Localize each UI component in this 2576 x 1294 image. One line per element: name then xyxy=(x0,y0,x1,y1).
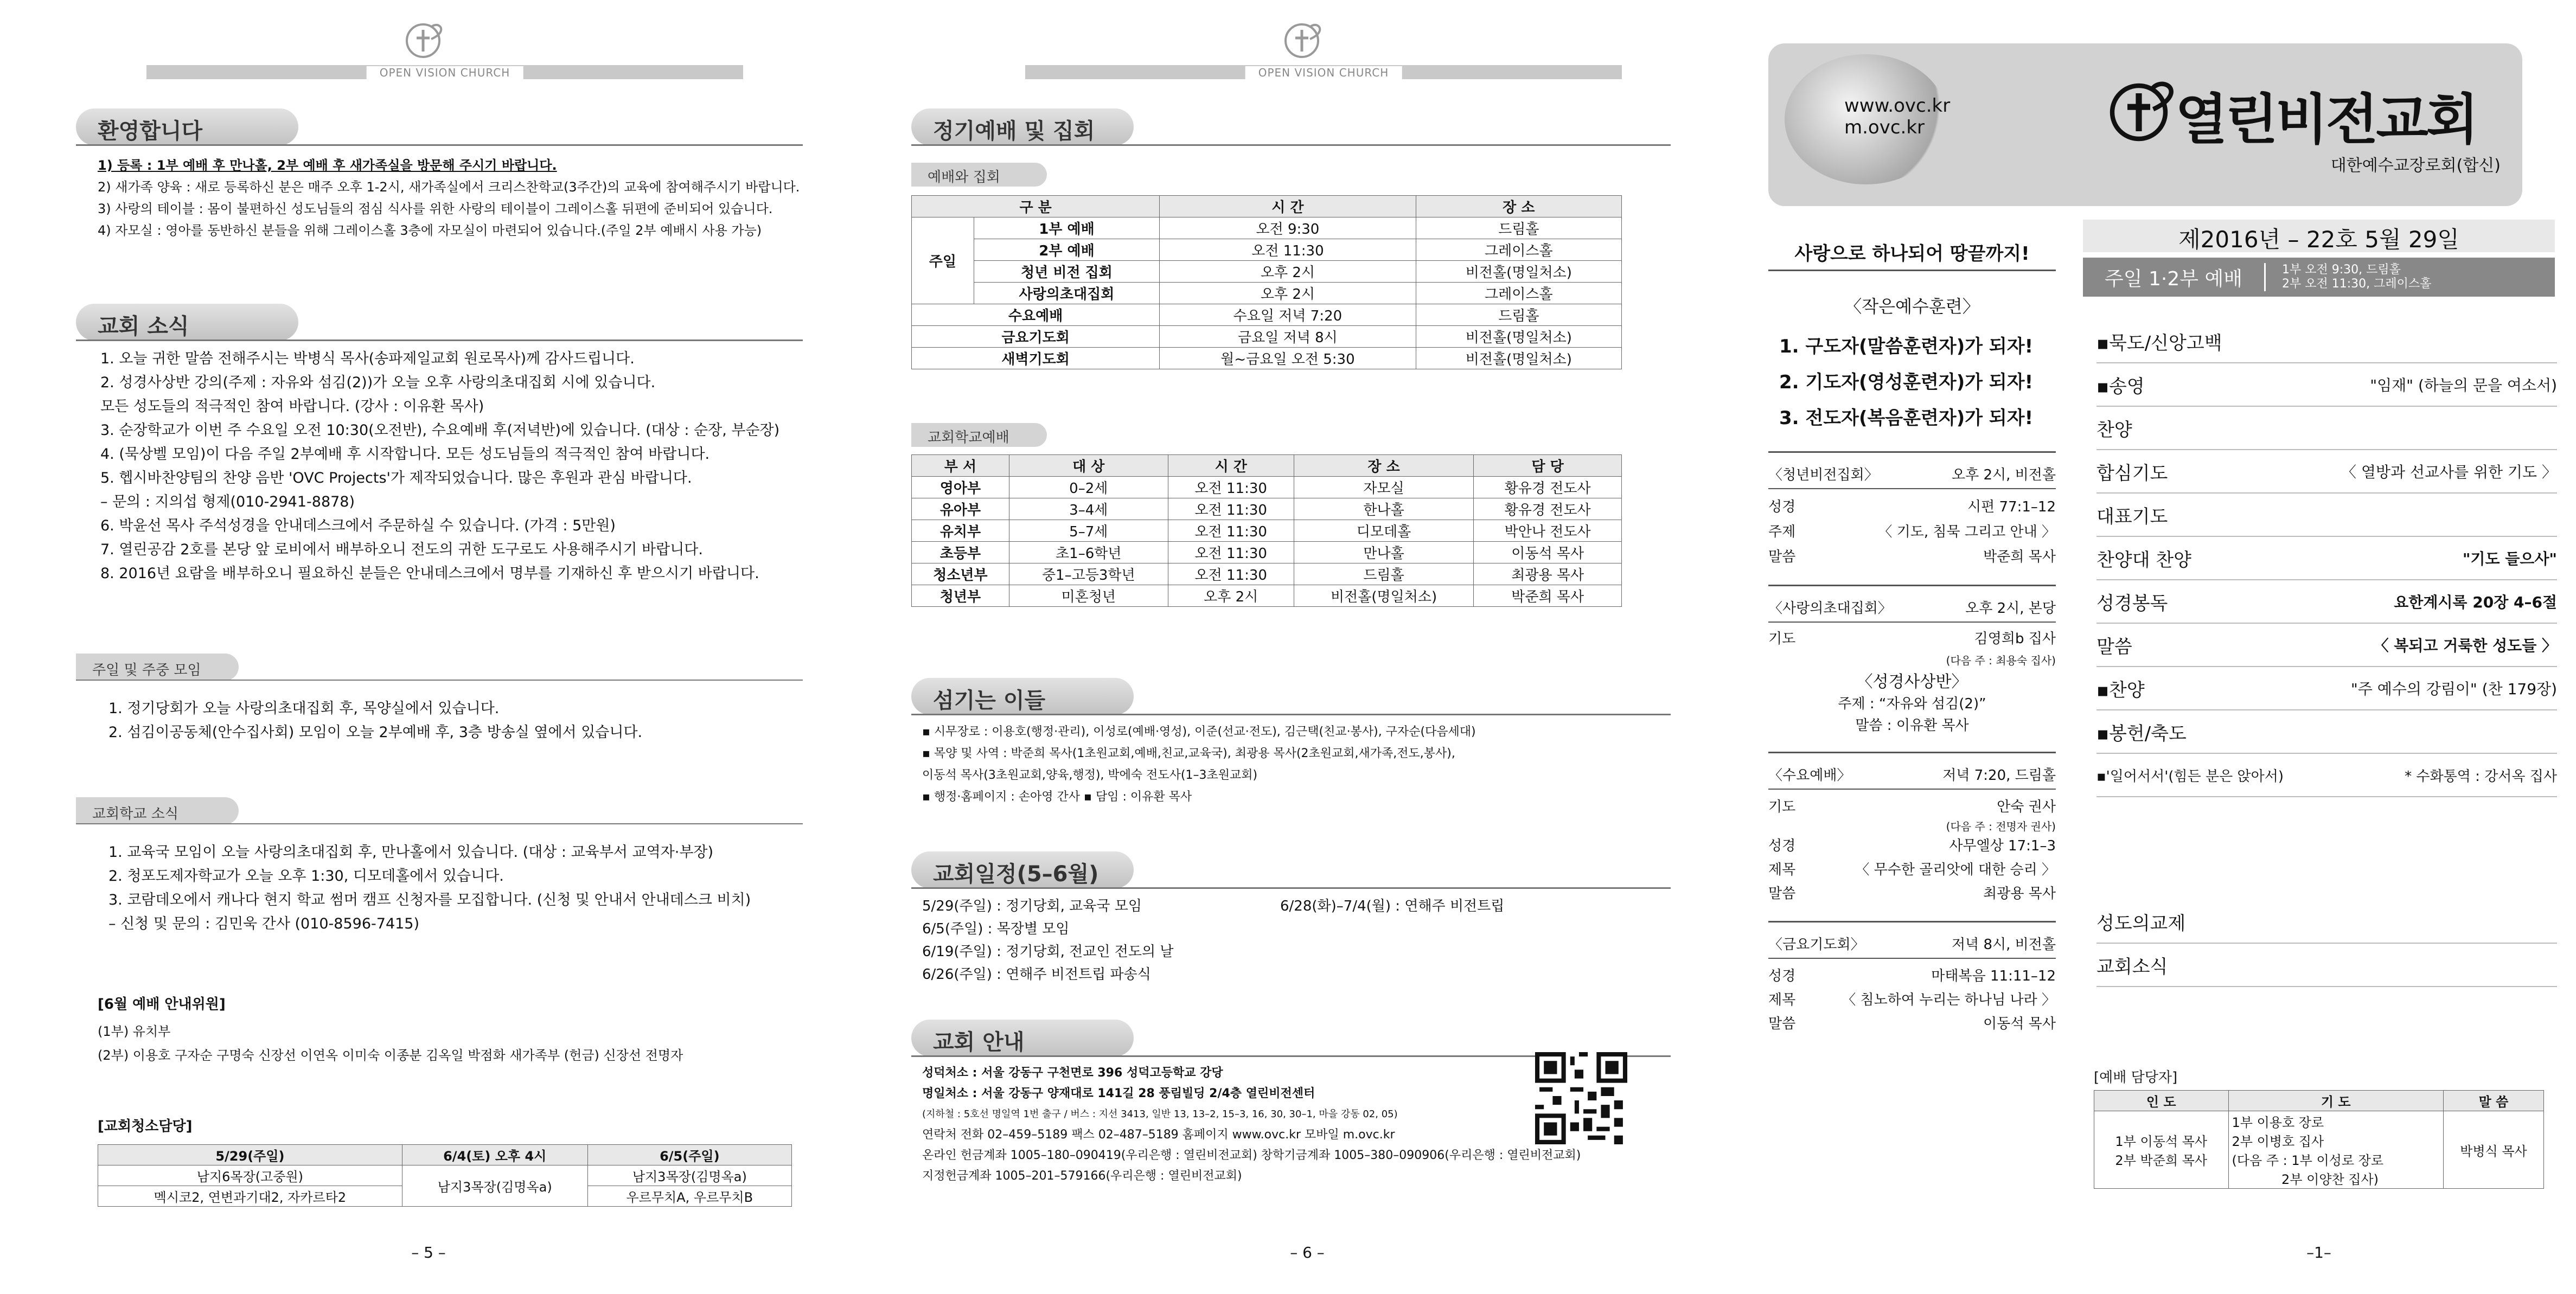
divider xyxy=(911,714,1671,715)
school-cell: 디모데홀 xyxy=(1294,520,1474,542)
cleaning-cell: 멕시코2, 연변과기대2, 자카르타2 xyxy=(98,1186,402,1207)
welcome-item: 1) 등록 : 1부 예배 후 만나홀, 2부 예배 후 새가족실을 방문해 주시기 바랍니다. xyxy=(98,158,557,173)
worship-cell: 그레이스홀 xyxy=(1416,283,1621,304)
schedule-title: 교회일정(5–6월) xyxy=(911,851,1134,888)
news-item: 6. 박윤선 목사 주석성경을 안내데스크에서 주문하실 수 있습니다. (가격 : 5만원) xyxy=(100,517,616,534)
meeting-item: 2. 섬김이공동체(안수집사회) 모임이 오늘 2부예배 후, 3층 방송실 옆에서 있습니다. xyxy=(108,724,643,741)
page-number: –1– xyxy=(2306,1244,2331,1261)
school-cell: 영아부 xyxy=(912,477,1009,498)
worship-cell: 오전 11:30 xyxy=(1160,239,1416,261)
qr-code-icon xyxy=(1535,1052,1627,1144)
worship-cell: 드림홀 xyxy=(1416,304,1621,326)
school-news-item: 1. 교육국 모임이 오늘 사랑의초대집회 후, 만나홀에서 있습니다. (대상 : 교육부서 교역자·부장) xyxy=(108,844,714,861)
row-value: 김영희b 집사 xyxy=(1974,631,2056,647)
school-head: 담 당 xyxy=(1474,455,1622,477)
divider xyxy=(76,144,803,146)
cleaning-cell: 남지3목장(김명옥a) xyxy=(587,1165,791,1186)
worship-cell: 비전홀(명일처소) xyxy=(1416,348,1621,369)
page-header xyxy=(1025,16,1622,81)
page-5 xyxy=(0,0,879,1294)
schedule-item: 6/19(주일) : 정기당회, 전교인 전도의 날 xyxy=(922,944,1174,960)
school-cell: 오전 11:30 xyxy=(1168,520,1294,542)
slogan: 사랑으로 하나되어 땅끝까지! xyxy=(1768,212,2056,271)
church-english-name: OPEN VISION CHURCH xyxy=(367,66,523,79)
servants-item: ▪ 시무장로 : 이용호(행정·관리), 이성로(예배·영성), 이준(선교·전도), 김근택(친교·봉사), 구자순(다음세대) xyxy=(922,725,1476,739)
row-value: 안숙 권사 xyxy=(1997,799,2056,815)
school-cell: 5–7세 xyxy=(1009,520,1168,542)
news-list xyxy=(100,347,779,586)
order-item: 합심기도 xyxy=(2096,462,2168,484)
school-head: 부 서 xyxy=(912,455,1009,477)
row-label: 성경 xyxy=(1768,838,1796,854)
worship-title: 정기예배 및 집회 xyxy=(911,108,1134,145)
service-time: 1부 오전 9:30, 드림홀 xyxy=(2282,263,2401,277)
worship-cell: 오후 2시 xyxy=(1160,261,1416,283)
cleaning-table xyxy=(98,1144,792,1207)
row-label: 기도 xyxy=(1768,631,1796,647)
schedule-left xyxy=(922,895,1174,986)
church-logo-icon xyxy=(2105,71,2181,146)
url: m.ovc.kr xyxy=(1844,117,1925,138)
info-item: 연락처 전화 02–459–5189 팩스 02–487–5189 홈페이지 www.ovc.kr 모바일 m.ovc.kr xyxy=(922,1128,1395,1142)
order-item: 찬양대 찬양 xyxy=(2096,549,2192,571)
info-item: 지정헌금계좌 1005–201–579166(우리은행 : 열린비전교회) xyxy=(922,1169,1242,1183)
schedule-item: 6/26(주일) : 연해주 비전트립 파송식 xyxy=(922,966,1151,983)
school-cell: 미혼청년 xyxy=(1009,585,1168,607)
row-label: 제목 xyxy=(1768,992,1796,1008)
block-heading: 〈청년비전집회〉 xyxy=(1768,467,1878,483)
school-cell: 황유경 전도사 xyxy=(1474,477,1622,498)
duty-head: 기 도 xyxy=(2228,1091,2443,1111)
service-time: 2부 오전 11:30, 그레이스홀 xyxy=(2282,277,2432,291)
row-value: 박준희 목사 xyxy=(1983,549,2056,565)
welcome-item: 2) 새가족 양육 : 새로 등록하신 분은 매주 오후 1-2시, 새가족실에서 크리스찬학교(3주간)의 교육에 참여해주시기 바랍니다. xyxy=(98,180,800,195)
worship-cell: 오전 9:30 xyxy=(1160,217,1416,239)
duty-cell: 1부 이동석 목사 2부 박준희 목사 xyxy=(2094,1111,2229,1189)
row-label: 기도 xyxy=(1768,799,1796,815)
goal-item: 2. 기도자(영성훈련자)가 되자! xyxy=(1779,371,2034,393)
servants-item: ▪ 행정·홈페이지 : 손아영 간사 ▪ 담임 : 이유환 목사 xyxy=(922,790,1192,804)
cover-banner xyxy=(1768,43,2522,206)
duty-head: 인 도 xyxy=(2094,1091,2229,1111)
school-cell: 최광용 목사 xyxy=(1474,563,1622,585)
school-cell: 오전 11:30 xyxy=(1168,477,1294,498)
news-item: 5. 헵시바찬양팀의 찬양 음반 'OVC Projects'가 제작되었습니다. 많은 후원과 관심 바랍니다. xyxy=(100,470,692,486)
news-title: 교회 소식 xyxy=(76,304,298,341)
info-item: (지하철 : 5호선 명일역 1번 출구 / 버스 : 지선 3413, 일반 13, 13–2, 15–3, 16, 30, 30–1, 마을 강동 02, 05) xyxy=(922,1109,1398,1120)
school-head: 시 간 xyxy=(1168,455,1294,477)
invite-block xyxy=(1768,585,2056,736)
school-news-list xyxy=(108,841,751,936)
duty-cell: 1부 이용호 장로 2부 이병호 집사 (다음 주 : 1부 이성로 장로 2부 이양찬 집사) xyxy=(2228,1111,2443,1189)
church-english-name: OPEN VISION CHURCH xyxy=(1245,66,1402,79)
worship-cell: 2부 예배 xyxy=(974,239,1160,261)
worship-head: 장 소 xyxy=(1416,196,1621,217)
school-cell: 유아부 xyxy=(912,498,1009,520)
block-heading: 〈사랑의초대집회〉 xyxy=(1768,600,1892,617)
left-column xyxy=(1768,212,2056,1036)
worship-cell: 월~금요일 오전 5:30 xyxy=(1160,348,1416,369)
goals-list xyxy=(1768,329,2056,436)
june-usher-title: [6월 예배 안내위원] xyxy=(98,996,226,1013)
row-value: 최광용 목사 xyxy=(1983,886,2056,902)
school-cell: 3–4세 xyxy=(1009,498,1168,520)
church-logo-icon xyxy=(401,16,450,65)
servants-title: 섬기는 이들 xyxy=(911,678,1134,715)
june-usher-list xyxy=(98,1020,683,1067)
row-value: 사무엘상 17:1–3 xyxy=(1949,838,2056,854)
servants-item: 이동석 목사(3초원교회,양육,행정), 박에숙 전도사(1–3초원교회) xyxy=(922,768,1258,782)
block-time: 저녁 8시, 비전홀 xyxy=(1951,937,2056,953)
school-cell: 오전 11:30 xyxy=(1168,542,1294,563)
school-head: 장 소 xyxy=(1294,455,1474,477)
order-item: ▪봉헌/축도 xyxy=(2096,722,2187,745)
worship-cell: 비전홀(명일처소) xyxy=(1416,326,1621,348)
worship-cell: 비전홀(명일처소) xyxy=(1416,261,1621,283)
row-value: 이동석 목사 xyxy=(1983,1016,2056,1032)
row-label: 말씀 xyxy=(1768,886,1796,902)
church-logo-icon xyxy=(1280,16,1329,65)
june-usher-item: (1부) 유치부 xyxy=(98,1024,171,1039)
info-item: 성덕처소 : 서울 강동구 구천면로 396 성덕고등학교 강당 xyxy=(922,1066,1223,1080)
school-cell: 드림홀 xyxy=(1294,563,1474,585)
meeting-item: 1. 정기당회가 오늘 사랑의초대집회 후, 목양실에서 있습니다. xyxy=(108,700,500,717)
worship-cell: 새벽기도회 xyxy=(912,348,1160,369)
school-cell: 오전 11:30 xyxy=(1168,563,1294,585)
cover-urls xyxy=(1844,95,1950,138)
bible-class-title: 〈성경사상반〉 xyxy=(1856,672,1968,691)
order-item: ▪찬양 xyxy=(2096,679,2145,701)
row-label: 성경 xyxy=(1768,499,1796,515)
divider xyxy=(911,887,1671,889)
school-cell: 유치부 xyxy=(912,520,1009,542)
school-cell: 오후 2시 xyxy=(1168,585,1294,607)
worship-cell: 수요예배 xyxy=(912,304,1160,326)
wednesday-block xyxy=(1768,752,2056,906)
school-cell: 박안나 전도사 xyxy=(1474,520,1622,542)
news-item: 모든 성도들의 적극적인 참여 바랍니다. (강사 : 이유환 목사) xyxy=(100,398,484,415)
order-item: 대표기도 xyxy=(2096,505,2168,528)
row-value: 〈 침노하여 누리는 하나님 나라 〉 xyxy=(1842,992,2056,1008)
worship-cell: 1부 예배 xyxy=(974,217,1160,239)
row-label: 말씀 xyxy=(1768,549,1796,565)
meeting-title: 주일 및 주중 모임 xyxy=(76,654,239,681)
page-number: – 5 – xyxy=(411,1244,446,1261)
school-cell: 한나홀 xyxy=(1294,498,1474,520)
worship-head: 구 분 xyxy=(912,196,1160,217)
row-value: 마태복음 11:11–12 xyxy=(1931,968,2056,984)
cleaning-cell: 남지6목장(고중원) xyxy=(98,1165,402,1186)
info-item: 명일처소 : 서울 강동구 양재대로 141길 28 풍림빌딩 2/4층 열린비전센터 xyxy=(922,1087,1315,1100)
issue-info: 제2016년 – 22호 5월 29일 xyxy=(2083,220,2555,252)
divider xyxy=(911,144,1671,146)
school-cell: 초1–6학년 xyxy=(1009,542,1168,563)
duty-table xyxy=(2094,1090,2544,1189)
training-title: 〈작은예수훈련〉 xyxy=(1844,296,1980,317)
order-item: 교회소식 xyxy=(2096,956,2168,978)
row-value: 〈 기도, 침묵 그리고 안내 〉 xyxy=(1878,524,2056,540)
worship-cell: 사랑의초대집회 xyxy=(974,283,1160,304)
school-worship-table xyxy=(911,454,1622,607)
news-item: 8. 2016년 요람을 배부하오니 필요하신 분들은 안내데스크에서 명부를 기재하신 후 받으시기 바랍니다. xyxy=(100,565,759,582)
cleaning-head: 6/5(주일) xyxy=(587,1145,791,1165)
order-detail: 요한계시록 20장 4–6절 xyxy=(2394,593,2557,611)
june-usher-item: (2부) 이용호 구자순 구명숙 신장선 이연옥 이미숙 이종분 김옥일 박점화 새가족부 (헌금) 신장선 전명자 xyxy=(98,1048,683,1063)
order-item: ▪'일어서서'(힘든 분은 앉아서) xyxy=(2096,768,2284,785)
order-item: 성경봉독 xyxy=(2096,592,2168,614)
worship-cell: 수요일 저녁 7:20 xyxy=(1160,304,1416,326)
welcome-item: 3) 사랑의 테이블 : 몸이 불편하신 성도님들의 점심 식사를 위한 사랑의 테이블이 그레이스홀 뒤편에 준비되어 있습니다. xyxy=(98,201,773,216)
youth-block xyxy=(1768,451,2056,569)
block-heading: 〈수요예배〉 xyxy=(1768,767,1851,784)
duty-cell: 박병식 목사 xyxy=(2443,1111,2543,1189)
worship-subtitle: 예배와 집회 xyxy=(911,163,1047,187)
bible-class-speaker: 말씀 : 이유환 목사 xyxy=(1855,718,1969,734)
row-label: 제목 xyxy=(1768,862,1796,878)
page-number: – 6 – xyxy=(1290,1244,1325,1261)
duty-title: [예배 담당자] xyxy=(2094,1069,2178,1086)
school-cell: 청소년부 xyxy=(912,563,1009,585)
divider xyxy=(76,339,803,341)
church-name: 열린비전교회 xyxy=(2175,88,2477,151)
news-item: 2. 성경사상반 강의(주제 : 자유와 섬김(2))가 오늘 오후 사랑의초대집회 시에 있습니다. xyxy=(100,374,656,391)
info-item: 온라인 헌금계좌 1005–180–090419(우리은행 : 열린비전교회) 창학기금계좌 1005–380–090906(우리은행 : 열린비전교회) xyxy=(922,1149,1581,1162)
school-news-item: – 신청 및 문의 : 김민욱 간사 (010-8596-7415) xyxy=(108,915,420,932)
welcome-title: 환영합니다 xyxy=(76,108,298,145)
worship-table xyxy=(911,195,1622,369)
order-item: 찬양 xyxy=(2096,419,2132,441)
info-title: 교회 안내 xyxy=(911,1020,1134,1056)
info-list xyxy=(922,1063,1581,1187)
schedule-item: 6/28(화)–7/4(월) : 연해주 비전트립 xyxy=(1280,898,1505,914)
school-news-item: 3. 코람데오에서 캐나다 현지 학교 썸머 캠프 신청자를 모집합니다. (신청 및 안내서 안내데스크 비치) xyxy=(108,892,751,908)
worship-cell: 드림홀 xyxy=(1416,217,1621,239)
school-cell: 만나홀 xyxy=(1294,542,1474,563)
order-item: 말씀 xyxy=(2096,636,2132,658)
service-banner xyxy=(2083,258,2555,297)
school-news-item: 2. 청포도제자학교가 오늘 오후 1:30, 디모데홀에서 있습니다. xyxy=(108,868,504,885)
friday-block xyxy=(1768,921,2056,1036)
service-title: 주일 1·2부 예배 xyxy=(2105,267,2243,290)
schedule-right xyxy=(1280,895,1504,918)
order-detail: 〈 열방과 선교사를 위한 기도 〉 xyxy=(2341,463,2557,481)
worship-cell: 그레이스홀 xyxy=(1416,239,1621,261)
bible-class-topic: 주제 : “자유와 섬김(2)” xyxy=(1838,696,1986,712)
order-detail: 〈 복되고 거룩한 성도들 〉 xyxy=(2373,637,2557,655)
school-cell: 초등부 xyxy=(912,542,1009,563)
page-header xyxy=(146,16,743,81)
order-detail: "기도 들으사" xyxy=(2462,550,2557,568)
welcome-list xyxy=(98,155,800,241)
denomination: 대한예수교장로회(합신) xyxy=(2330,156,2501,175)
cleaning-title: [교회청소담당] xyxy=(98,1118,193,1135)
school-cell: 박준희 목사 xyxy=(1474,585,1622,607)
duty-head: 말 씀 xyxy=(2443,1091,2543,1111)
school-cell: 0–2세 xyxy=(1009,477,1168,498)
divider xyxy=(76,680,803,681)
cleaning-cell: 남지3목장(김명옥a) xyxy=(402,1165,587,1207)
schedule-item: 5/29(주일) : 정기당회, 교육국 모임 xyxy=(922,898,1142,914)
school-cell: 이동석 목사 xyxy=(1474,542,1622,563)
cleaning-cell: 우르무치A, 우르무치B xyxy=(587,1186,791,1207)
order-item: 성도의교제 xyxy=(2096,912,2186,934)
order-detail: * 수화통역 : 강서옥 집사 xyxy=(2405,768,2557,785)
row-value: 시편 77:1–12 xyxy=(1967,499,2056,515)
school-cell: 자모실 xyxy=(1294,477,1474,498)
worship-cell: 청년 비전 집회 xyxy=(974,261,1160,283)
worship-group: 주일 xyxy=(912,217,974,304)
goal-item: 1. 구도자(말씀훈련자)가 되자! xyxy=(1779,336,2034,357)
worship-cell: 오후 2시 xyxy=(1160,283,1416,304)
school-worship-subtitle: 교회학교예배 xyxy=(911,423,1047,447)
row-label: 말씀 xyxy=(1768,1016,1796,1032)
school-cell: 비전홀(명일처소) xyxy=(1294,585,1474,607)
order-detail: "주 예수의 강림이" (찬 179장) xyxy=(2350,680,2557,698)
news-item: 4. (묵상벨 모임)이 다음 주일 2부예배 후 시작합니다. 모든 성도님들의 적극적인 참여 바랍니다. xyxy=(100,446,710,463)
order-item: ▪묵도/신앙고백 xyxy=(2096,332,2222,354)
school-head: 대 상 xyxy=(1009,455,1168,477)
cleaning-head: 5/29(주일) xyxy=(98,1145,402,1165)
news-item: 1. 오늘 귀한 말씀 전해주시는 박병식 목사(송파제일교회 원로목사)께 감사드립니다. xyxy=(100,350,635,367)
row-note: (다음 주 : 최용숙 집사) xyxy=(1946,654,2056,667)
goal-item: 3. 전도자(복음훈련자)가 되자! xyxy=(1779,407,2034,429)
servants-item: ▪ 목양 및 사역 : 박준희 목사(1초원교회,예배,친교,교육국), 최광용 목사(2초원교회,새가족,전도,봉사), xyxy=(922,747,1455,760)
row-label: 성경 xyxy=(1768,968,1796,984)
school-cell: 청년부 xyxy=(912,585,1009,607)
row-note: (다음 주 : 전명자 권사) xyxy=(1946,820,2056,833)
school-news-title: 교회학교 소식 xyxy=(76,797,239,824)
worship-cell: 금요일 저녁 8시 xyxy=(1160,326,1416,348)
worship-cell: 금요기도회 xyxy=(912,326,1160,348)
worship-head: 시 간 xyxy=(1160,196,1416,217)
news-item: 7. 열린공감 2호를 본당 앞 로비에서 배부하오니 전도의 귀한 도구로도 사용해주시기 바랍니다. xyxy=(100,541,703,558)
school-cell: 황유경 전도사 xyxy=(1474,498,1622,520)
block-time: 오후 2시, 본당 xyxy=(1965,600,2056,617)
cleaning-head: 6/4(토) 오후 4시 xyxy=(402,1145,587,1165)
order-detail: "임재" (하늘의 문을 여소서) xyxy=(2370,376,2557,394)
welcome-item: 4) 자모실 : 영아를 동반하신 분들을 위해 그레이스홀 3층에 자모실이 마련되어 있습니다.(주일 2부 예배시 사용 가능) xyxy=(98,223,762,238)
school-cell: 오전 11:30 xyxy=(1168,498,1294,520)
row-label: 주제 xyxy=(1768,524,1796,540)
row-value: 〈 무수한 골리앗에 대한 승리 〉 xyxy=(1855,862,2056,878)
block-time: 저녁 7:20, 드림홀 xyxy=(1942,767,2056,784)
school-cell: 중1–고등3학년 xyxy=(1009,563,1168,585)
order-item: ▪송영 xyxy=(2096,375,2145,398)
news-item: 3. 순장학교가 이번 주 수요일 오전 10:30(오전반), 수요예배 후(저녁반)에 있습니다. (대상 : 순장, 부순장) xyxy=(100,422,780,439)
meeting-list xyxy=(108,697,642,745)
news-item: – 문의 : 지의섭 형제(010-2941-8878) xyxy=(100,494,355,510)
schedule-item: 6/5(주일) : 목장별 모임 xyxy=(922,921,1070,937)
block-time: 오후 2시, 비전홀 xyxy=(1951,467,2056,483)
page-1-cover xyxy=(1757,0,2576,1294)
url: www.ovc.kr xyxy=(1844,95,1951,117)
servants-list xyxy=(922,721,1476,808)
page-6 xyxy=(879,0,1757,1294)
divider xyxy=(76,823,803,824)
block-heading: 〈금요기도회〉 xyxy=(1768,937,1865,953)
